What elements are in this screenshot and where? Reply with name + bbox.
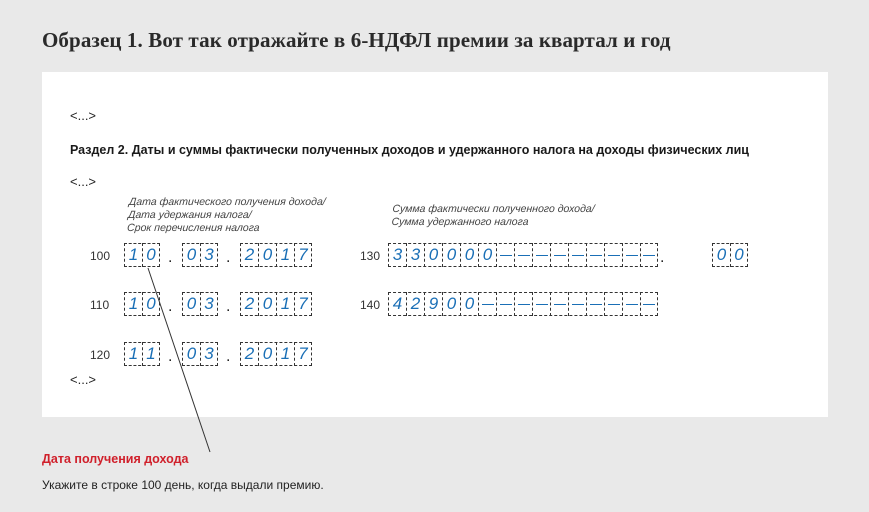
- digit-cell: 7: [294, 243, 312, 267]
- digit-cell: 7: [294, 292, 312, 316]
- caption-line: Срок перечисления налога: [126, 222, 260, 234]
- digit-cell: 0: [460, 292, 478, 316]
- digit-cell: 7: [294, 342, 312, 366]
- digit-cell: 1: [276, 342, 294, 366]
- digit-cell: 3: [388, 243, 406, 267]
- row-code-140: 140: [360, 298, 381, 312]
- row-code-110: 110: [90, 298, 110, 312]
- digit-cell: 0: [182, 342, 200, 366]
- digit-cell: 0: [258, 292, 276, 316]
- digit-cell: 0: [442, 292, 460, 316]
- page-title: Образец 1. Вот так отражайте в 6-НДФЛ премии за квартал и год: [42, 28, 671, 52]
- date-separator: .: [226, 348, 231, 365]
- digit-cell: 0: [730, 243, 748, 267]
- digit-cell: 1: [276, 292, 294, 316]
- digit-cell: 0: [712, 243, 730, 267]
- digit-cell: 1: [124, 243, 142, 267]
- callout-title: Дата получения дохода: [42, 452, 189, 466]
- digit-cell: 1: [124, 342, 142, 366]
- digit-cell: 0: [442, 243, 460, 267]
- date-separator: .: [226, 298, 231, 315]
- digit-cell: 1: [142, 342, 160, 366]
- digit-cell: 0: [142, 292, 160, 316]
- digit-cell: 9: [424, 292, 442, 316]
- section-heading: Раздел 2. Даты и суммы фактически полученных доходов и удержанного налога на доходы физических лиц: [70, 143, 749, 157]
- digit-cell: 0: [182, 292, 200, 316]
- digit-cell: 2: [240, 292, 258, 316]
- caption-line: Сумма фактически полученного дохода/: [392, 203, 596, 215]
- date-separator: .: [168, 298, 173, 315]
- digit-cell: 0: [182, 243, 200, 267]
- digit-cell: 4: [388, 292, 406, 316]
- callout-text: Укажите в строке 100 день, когда выдали премию.: [42, 478, 324, 492]
- row-code-120: 120: [90, 348, 111, 362]
- digit-cell: 3: [200, 292, 218, 316]
- digit-cell: 1: [276, 243, 294, 267]
- digit-cell: 3: [406, 243, 424, 267]
- caption-line: Сумма удержанного налога: [391, 216, 529, 228]
- digit-cell: 0: [460, 243, 478, 267]
- digit-cell: 0: [142, 243, 160, 267]
- digit-cell: 1: [124, 292, 142, 316]
- date-separator: .: [168, 348, 173, 365]
- digit-cell: 2: [240, 342, 258, 366]
- ellipsis-bottom: <...>: [70, 372, 97, 387]
- date-separator: .: [168, 249, 173, 266]
- row-code-130: 130: [360, 249, 381, 263]
- digit-cell: 0: [258, 342, 276, 366]
- ellipsis-top: <...>: [70, 108, 97, 123]
- row-code-100: 100: [90, 249, 111, 263]
- digit-cell: 0: [258, 243, 276, 267]
- digit-cell: 0: [478, 243, 496, 267]
- date-separator: .: [226, 249, 231, 266]
- pointer-line: [148, 268, 210, 452]
- digit-cell: 2: [406, 292, 424, 316]
- digit-cell: 3: [200, 342, 218, 366]
- decimal-separator: .: [660, 249, 665, 266]
- digit-cell: 0: [424, 243, 442, 267]
- digit-cell: 3: [200, 243, 218, 267]
- ellipsis-middle: <...>: [70, 174, 97, 189]
- digit-cell: 2: [240, 243, 258, 267]
- caption-line: Дата удержания налога/: [127, 209, 252, 221]
- caption-line: Дата фактического получения дохода/: [128, 196, 327, 208]
